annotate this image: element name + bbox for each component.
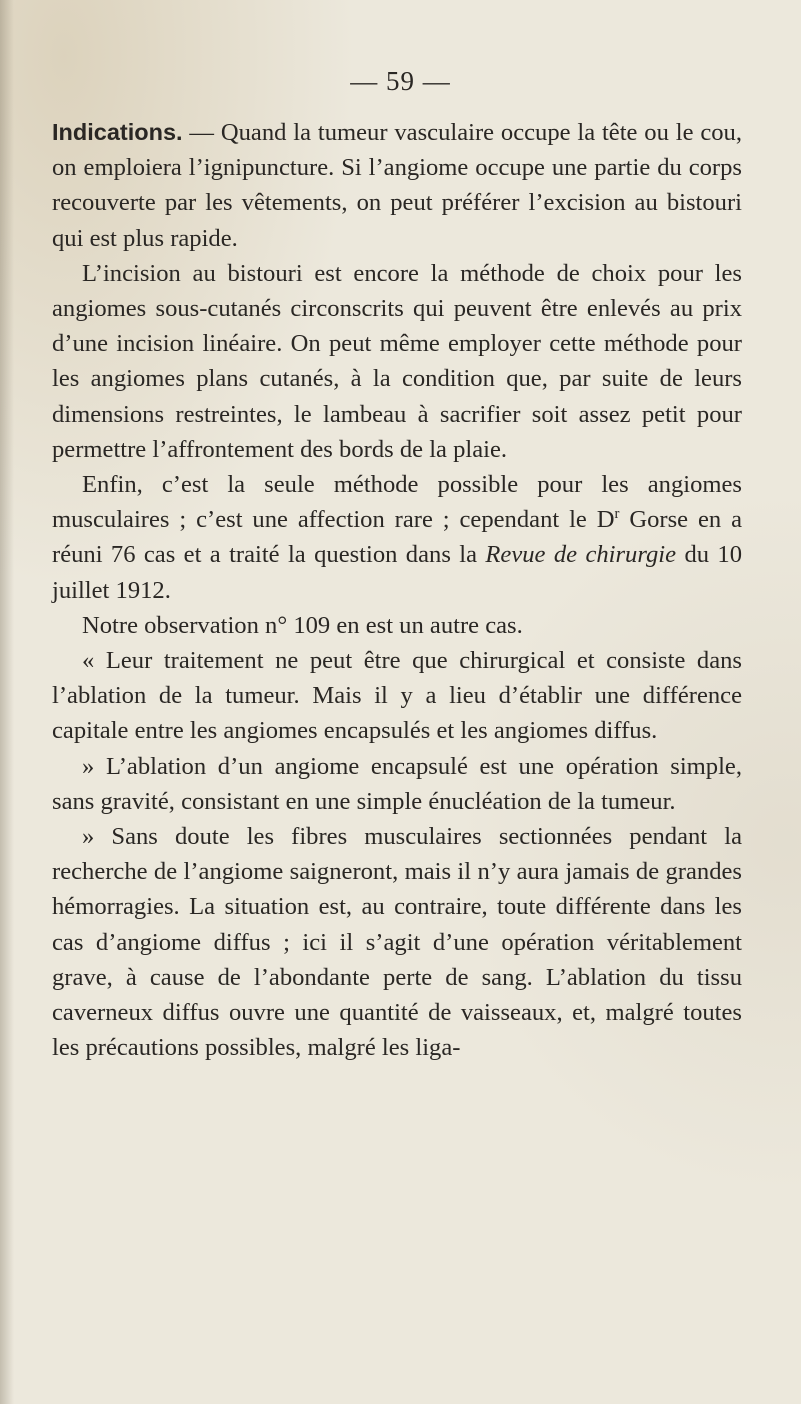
paragraph-text: Enfin, c’est la seule méthode possible pour les angiomes musculaires ; c’est une affection rare ; cependant le D (52, 471, 742, 534)
paragraph-incision (52, 256, 742, 467)
page-number: — 59 — (350, 66, 451, 96)
superscript: r (614, 506, 620, 523)
page-edge-shadow (0, 0, 14, 1404)
paragraph-text: » L’ablation d’un angiome encapsulé est une opération simple, sans gravité, consistant en une simple énucléation de la tumeur. (52, 752, 742, 815)
paragraph-quote-3 (52, 819, 742, 1065)
paragraph-musculaires (52, 467, 742, 608)
paragraph-text: — Quand la tumeur vasculaire occupe la tête ou le cou, on emploiera l’ignipuncture. Si l’angiome occupe une partie du corps recouverte par les vêtements, on peut préférer l’excision au bistouri qui est plus rapide. (52, 119, 742, 252)
body-text (52, 115, 742, 1065)
journal-title: Revue de chirurgie (485, 541, 677, 569)
paragraph-text: Notre observation n° 109 en est un autre cas. (82, 611, 523, 639)
paragraph-text: » Sans doute les fibres musculaires sectionnées pendant la recherche de l’angiome saigneront, mais il n’y aura jamais de grandes hémorragies. La situation est, au contraire, toute différente dans les cas d’angiome diffus ; ici il s’agit d’une opération véritablement grave, à cause de l’abondante perte de sang. L’ablation du tissu caverneux diffus ouvre une quantité de vaisseaux, et, malgré toutes les précautions possibles, malgré les liga- (52, 823, 742, 1062)
paragraph-text: Gorse en a réuni 76 cas et a traité la question dans la (52, 506, 742, 569)
paragraph-observation (52, 608, 742, 643)
paragraph-text: du 10 juillet 1912. (52, 541, 743, 604)
paragraph-indications (52, 115, 742, 256)
paragraph-quote-1 (52, 643, 742, 749)
paragraph-text: L’incision au bistouri est encore la méthode de choix pour les angiomes sous-cutanés circonscrits qui peuvent être enlevés au prix d’une incision linéaire. On peut même employer cette méthode pour les angiomes plans cutanés, à la condition que, par suite de leurs dimensions restreintes, le lambeau à sacrifier soit assez petit pour permettre l’affrontement des bords de la plaie. (52, 259, 742, 463)
paragraph-quote-2 (52, 749, 742, 819)
paragraph-text: « Leur traitement ne peut être que chirurgical et consiste dans l’ablation de la tumeur. Mais il y a lieu d’établir une différence capitale entre les angiomes encapsulés et les angiomes diffus. (52, 647, 742, 745)
section-heading: Indications. (52, 119, 183, 145)
